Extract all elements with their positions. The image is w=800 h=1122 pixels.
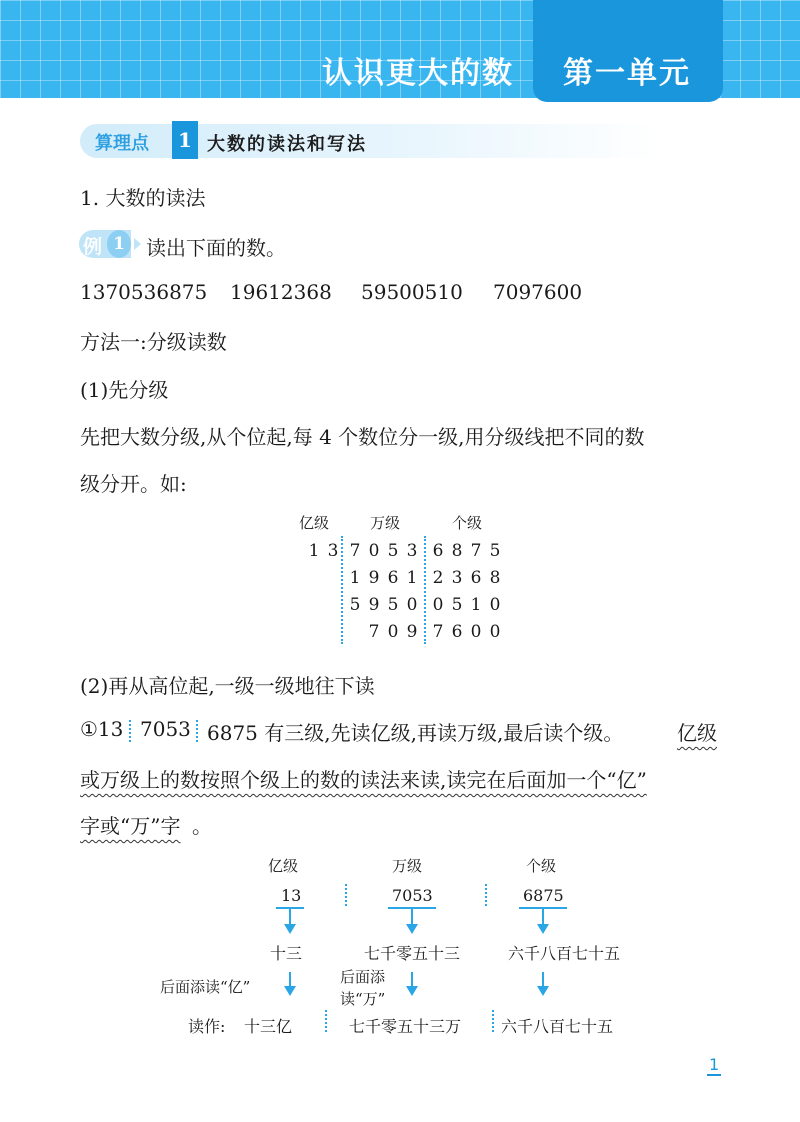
digit-wan: 9 xyxy=(368,568,380,588)
step1-title: (1)先分级 xyxy=(80,378,169,402)
digit-ge: 5 xyxy=(489,541,501,561)
digit-yi: 3 xyxy=(327,541,339,561)
digit-ge: 6 xyxy=(470,568,482,588)
diagram-value-yi: 13 xyxy=(281,886,302,905)
diagram-divider-bottom-1 xyxy=(325,1010,327,1032)
step2-line1-a: ①13 xyxy=(80,717,124,741)
step1-line1: 先把大数分级,从个位起,每 4 个数位分一级,用分级线把不同的数 xyxy=(80,425,645,449)
down-arrow-icon xyxy=(537,986,549,996)
digit-wan: 9 xyxy=(406,622,418,642)
reading-wan: 七千零五十三 xyxy=(364,944,461,963)
diagram-header-yi: 亿级 xyxy=(268,857,299,875)
down-arrow-icon xyxy=(406,986,418,996)
digit-wan: 5 xyxy=(349,595,361,615)
reading-yi: 十三 xyxy=(270,944,303,963)
step2-line1-wavy: 亿级 xyxy=(677,721,717,745)
topic-number: 1 xyxy=(172,121,198,159)
topic-bar xyxy=(80,124,660,158)
digit-ge: 3 xyxy=(451,568,463,588)
down-arrow-icon xyxy=(284,924,296,934)
digit-wan: 6 xyxy=(387,568,399,588)
section-heading: 1. 大数的读法 xyxy=(80,186,206,210)
step2-line2: 或万级上的数按照个级上的数的读法来读,读完在后面加一个“亿” xyxy=(80,768,647,792)
digit-wan: 1 xyxy=(349,568,361,588)
digit-ge: 0 xyxy=(432,595,444,615)
diagram-divider-bottom-2 xyxy=(492,1010,494,1032)
result-yi: 十三亿 xyxy=(244,1017,293,1036)
down-arrow-icon xyxy=(284,986,296,996)
digit-ge: 5 xyxy=(451,595,463,615)
step2-title: (2)再从高位起,一级一级地往下读 xyxy=(80,674,375,698)
chapter-title: 认识更大的数 xyxy=(322,56,514,91)
method-title: 方法一:分级读数 xyxy=(80,330,227,354)
digit-wan: 1 xyxy=(406,568,418,588)
digit-ge: 8 xyxy=(489,568,501,588)
diagram-divider-top-2 xyxy=(485,884,487,906)
table-header-yi: 亿级 xyxy=(299,514,330,532)
result-ge: 六千八百七十五 xyxy=(501,1017,614,1036)
diagram-divider-top-1 xyxy=(345,884,347,906)
digit-ge: 7 xyxy=(432,622,444,642)
number-3: 59500510 xyxy=(361,280,463,304)
diagram-header-wan: 万级 xyxy=(392,857,423,875)
down-arrow-icon xyxy=(406,924,418,934)
diagram-value-ge: 6875 xyxy=(523,886,564,905)
digit-wan: 0 xyxy=(406,595,418,615)
digit-ge: 2 xyxy=(432,568,444,588)
digit-ge: 0 xyxy=(470,622,482,642)
digit-wan: 0 xyxy=(368,541,380,561)
example-arrow-icon xyxy=(134,238,141,250)
digit-wan: 9 xyxy=(368,595,380,615)
diagram-header-ge: 个级 xyxy=(526,857,557,875)
digit-yi: 1 xyxy=(308,541,320,561)
number-2: 19612368 xyxy=(230,280,332,304)
digit-wan: 7 xyxy=(349,541,361,561)
inline-divider-1 xyxy=(129,720,131,742)
number-1: 1370536875 xyxy=(80,280,208,304)
topic-title: 大数的读法和写法 xyxy=(207,134,367,155)
result-label: 读作: xyxy=(188,1017,226,1036)
digit-wan: 5 xyxy=(387,595,399,615)
result-wan: 七千零五十三万 xyxy=(349,1017,462,1036)
group-divider-2 xyxy=(424,536,426,644)
table-header-wan: 万级 xyxy=(370,514,401,532)
digit-wan: 7 xyxy=(368,622,380,642)
example-number: 1 xyxy=(107,230,131,258)
reading-ge: 六千八百七十五 xyxy=(508,944,621,963)
step1-line2: 级分开。如: xyxy=(80,472,187,496)
unit-label: 第一单元 xyxy=(563,56,691,91)
page-number: 1 xyxy=(709,1055,720,1074)
digit-wan: 5 xyxy=(387,541,399,561)
diagram-value-wan: 7053 xyxy=(392,886,433,905)
inline-divider-2 xyxy=(196,720,198,742)
step2-line1-c: 6875 有三级,先读亿级,再读万级,最后读个级。 xyxy=(207,721,624,745)
step2-line3-wavy: 字或“万”字 xyxy=(80,814,181,838)
step2-line1-b: 7053 xyxy=(140,717,191,741)
add-wan-note-1: 后面添 xyxy=(340,968,386,986)
digit-wan: 0 xyxy=(387,622,399,642)
example-label: 例 xyxy=(83,236,103,258)
digit-ge: 0 xyxy=(489,595,501,615)
add-yi-note: 后面添读“亿” xyxy=(160,978,251,996)
digit-ge: 7 xyxy=(470,541,482,561)
add-wan-note-2: 读“万” xyxy=(340,990,386,1008)
topic-label: 算理点 xyxy=(95,133,149,154)
step2-line3-end: 。 xyxy=(192,814,212,838)
down-arrow-icon xyxy=(537,924,549,934)
digit-ge: 6 xyxy=(432,541,444,561)
group-divider-1 xyxy=(341,536,343,644)
digit-ge: 0 xyxy=(489,622,501,642)
example-prompt: 读出下面的数。 xyxy=(146,236,286,260)
digit-ge: 6 xyxy=(451,622,463,642)
digit-wan: 3 xyxy=(406,541,418,561)
digit-ge: 1 xyxy=(470,595,482,615)
number-4: 7097600 xyxy=(493,280,583,304)
digit-ge: 8 xyxy=(451,541,463,561)
table-header-ge: 个级 xyxy=(452,514,483,532)
